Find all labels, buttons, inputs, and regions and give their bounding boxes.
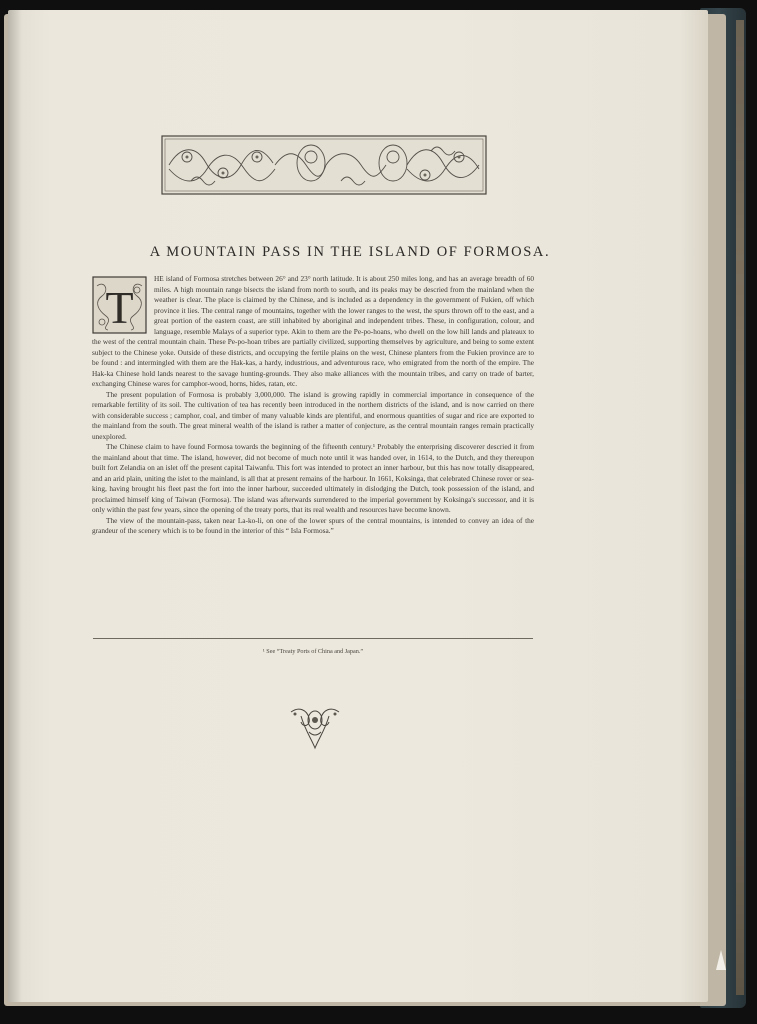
- page-title: A MOUNTAIN PASS IN THE ISLAND OF FORMOSA.: [149, 244, 551, 260]
- footnote: ¹ See “Treaty Ports of China and Japan.”: [262, 648, 364, 655]
- paragraph-4: The view of the mountain-pass, taken near La-ko-li, on one of the lower spurs of the central mountains, is intended to convey an idea of the grandeur of the scenery which is to be found in the interior of this “ Isla Formosa.”: [92, 515, 534, 535]
- footnote-rule: [93, 638, 533, 639]
- ornamental-tailpiece: [287, 704, 343, 750]
- paragraph-2: The present population of Formosa is probably 3,000,000. The island is growing rapidly in commercial importance in consequence of the remarkable fertility of its soil. The cultivation of tea has recently been introduced in the northern districts of the island, and is now carried on there with considerable success ; camphor, coal, and timber of many valuable kinds are plentiful, and enormous quantities of sugar and rice are exported to the mainland from the south. The great mineral wealth of the island is rather a matter of conjecture, as the central mountain ranges remain practically unexplored.: [92, 389, 534, 441]
- paragraph-text: HE island of Formosa stretches between 26° and 23° north latitude. It is about 250 miles long, and has an average breadth of 60 miles. A high mountain range bisects the island from north to south, and its peaks may be descried from the mainland when the weather is clear. The place is claimed by the Chinese, and is included as a dependency in the government of Fukien, off which province it lies. The central range of mountains, together with the lower ranges to the west, the spurs thrown off to the east, and a great portion of the eastern coast, are still inhabited by aboriginal and independent tribes. These, in configuration, colour, and language, resemble Malays of a superior type. Akin to them are the Pe-po-hoans, who dwell on the low hill lands and plateaux to the west of the central mountain chain. These Pe-po-hoan tribes are partially civilized, supporting themselves by agriculture, and being to some extent subject to the Chinese yoke. Outside of these districts, and occupying the fertile plains on the west, Chinese planters from the Fukien province are to be found : and intermingled with them are the Hak-kas, a hardy, industrious, and adventurous race, who emigrated from the north of the empire. The Hak-ka Chinese hold lands nearest to the savage hunting-grounds. They also make alliances with the mountain tribes, and carry on trade of barter, exchanging Chinese wares for camphor-wood, horns, hides, ratan, etc.: [92, 274, 534, 388]
- paragraph-1: [92, 274, 534, 390]
- decorated-initial-icon: [92, 276, 147, 334]
- ornamental-headpiece: [161, 135, 487, 195]
- svg-text:T: T: [105, 282, 134, 333]
- gutter-shadow: [8, 10, 22, 1002]
- article-body: [92, 274, 534, 537]
- binding-edge: [736, 20, 744, 995]
- paragraph-3: The Chinese claim to have found Formosa towards the beginning of the fifteenth century.¹ Probably the enterprising discoverer descried it from the mainland about that time. The island, however, did not become of much note until it was handed over, in 1614, to the Dutch, and they thereupon built fort Zelandia on an islet off the present capital Taiwanfu. This fort was intended to protect an inner harbour, but this has now totally disappeared, and an arid plain, uniting the islet to the mainland, is all that at present remains of the harbour. In 1661, Koksinga, that celebrated Chinese rover or sea-king, having brought his fleet past the fort into the inner harbour, succeeded ultimately in dislodging the Dutch, took possession of the island, and proclaimed himself king of Taiwan (Formosa). The island was afterwards surrendered to the imperial government by Koksinga's successor, and it is only within the past few years, since the opening of the treaty ports, that its real wealth and resources have become known.: [92, 442, 534, 514]
